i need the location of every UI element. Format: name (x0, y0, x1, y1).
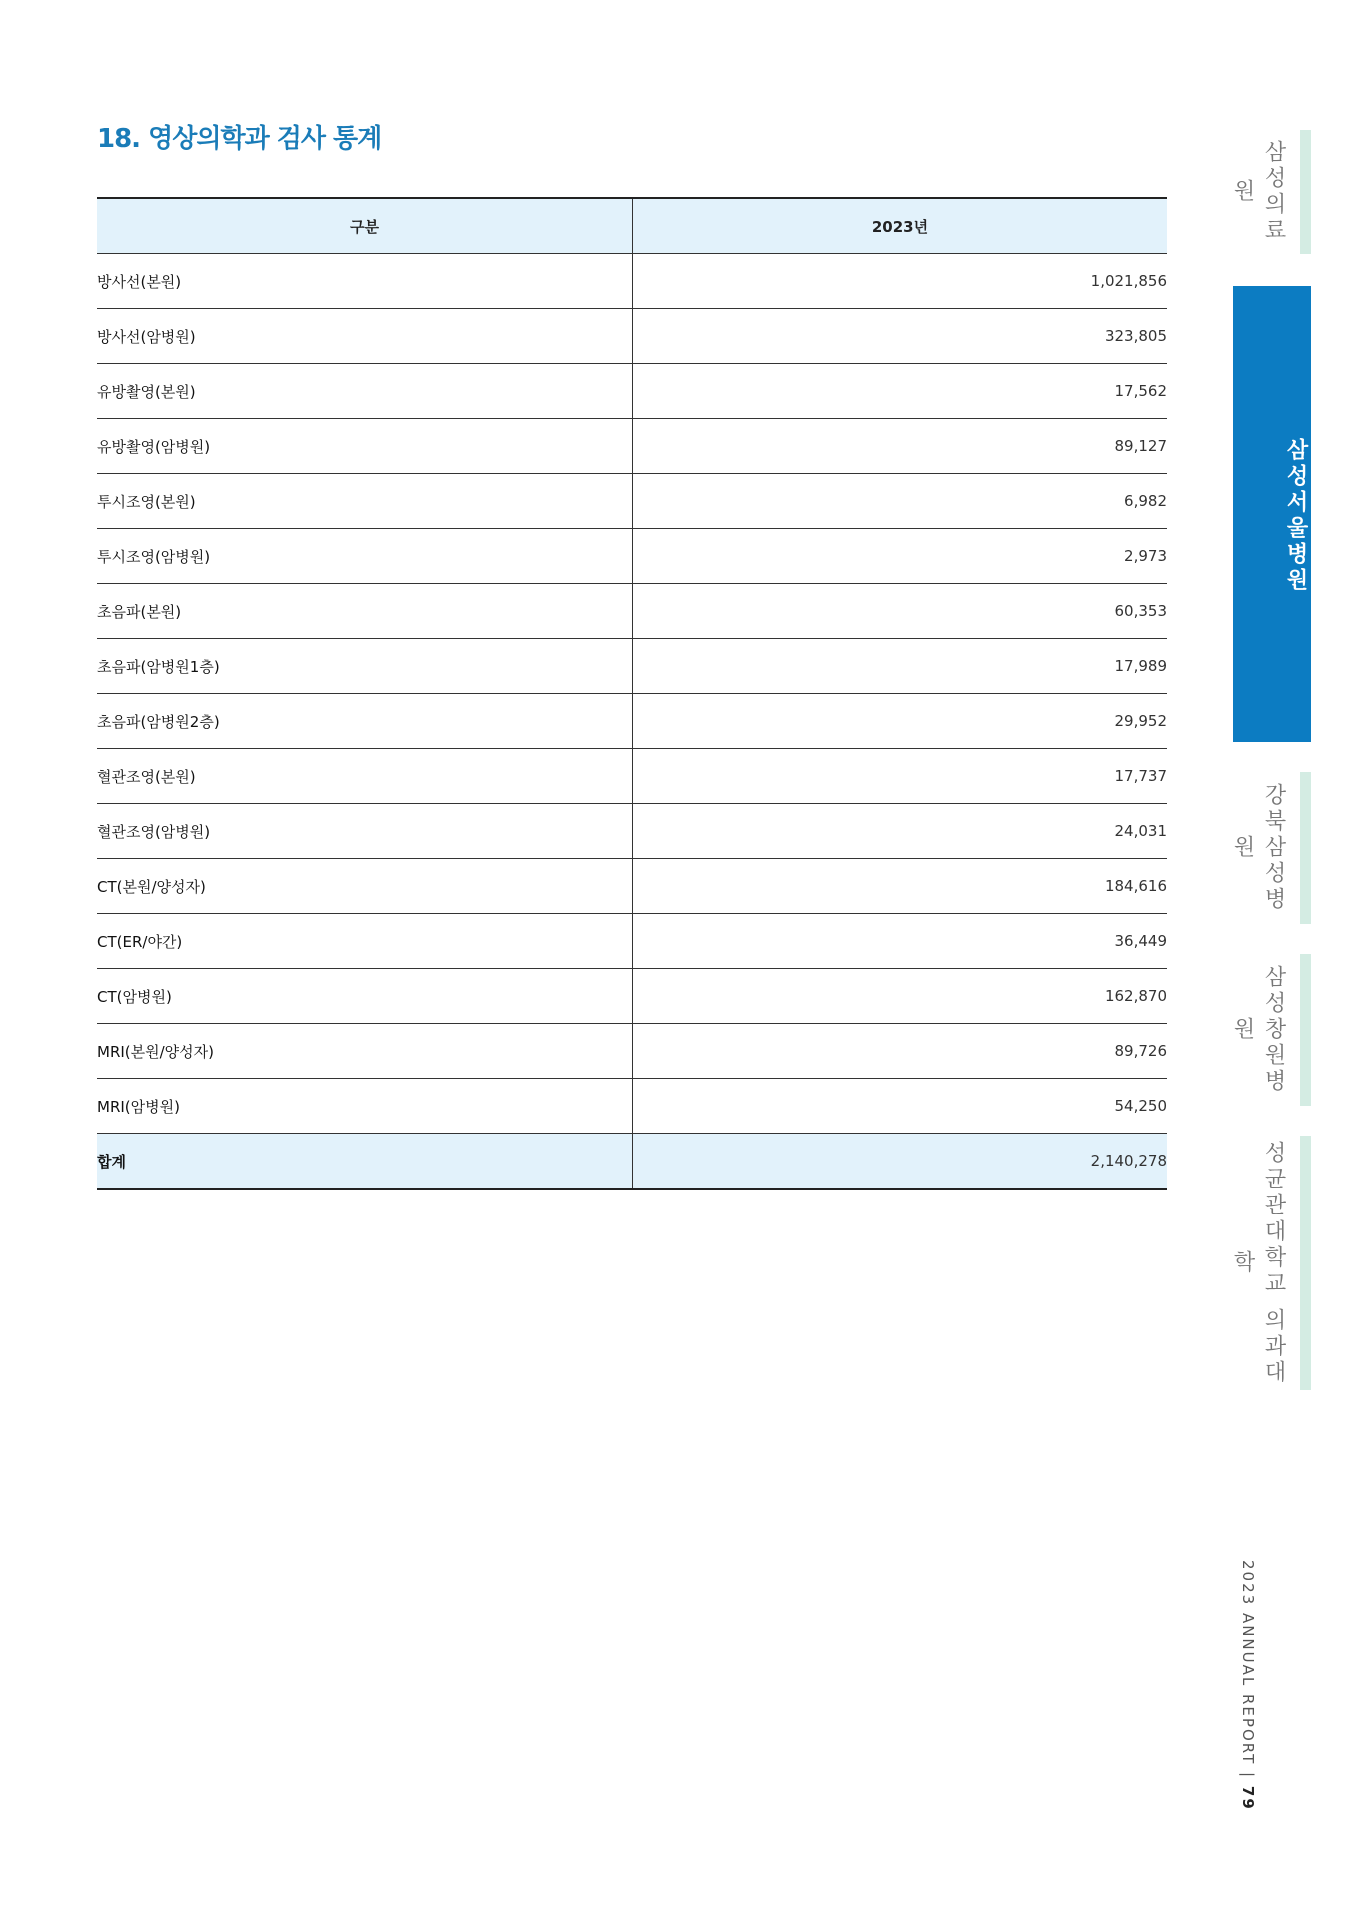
row-label: 방사선(본원) (97, 254, 633, 309)
row-label: 투시조영(본원) (97, 474, 633, 529)
sidebar-tab-label: 삼성의료원 (1230, 140, 1286, 244)
row-label: MRI(본원/양성자) (97, 1024, 633, 1079)
sidebar-tab-samsung-changwon-hospital[interactable] (1230, 954, 1311, 1106)
table-row (97, 969, 1167, 1024)
row-label: 투시조영(암병원) (97, 529, 633, 584)
sidebar-tab-label: 삼성서울병원 (1283, 438, 1308, 594)
row-label: 방사선(암병원) (97, 309, 633, 364)
statistics-table (97, 197, 1167, 1190)
footer-report-label (1239, 1560, 1257, 1811)
table-row (97, 914, 1167, 969)
row-label: CT(암병원) (97, 969, 633, 1024)
row-label: 초음파(암병원1층) (97, 639, 633, 694)
table-row (97, 1079, 1167, 1134)
table-row (97, 859, 1167, 914)
row-label: 혈관조영(본원) (97, 749, 633, 804)
sidebar-tab-bar (1300, 772, 1311, 924)
page-number: 79 (1239, 1785, 1257, 1811)
row-value: 36,449 (633, 914, 1168, 969)
sidebar-tab-skku-medicine[interactable] (1230, 1136, 1311, 1390)
row-label: MRI(암병원) (97, 1079, 633, 1134)
row-value: 323,805 (633, 309, 1168, 364)
row-value: 89,127 (633, 419, 1168, 474)
row-label: 초음파(암병원2층) (97, 694, 633, 749)
table-row (97, 749, 1167, 804)
row-value: 6,982 (633, 474, 1168, 529)
table-row (97, 804, 1167, 859)
row-label: 혈관조영(암병원) (97, 804, 633, 859)
sidebar-tab-label: 삼성창원병원 (1230, 965, 1286, 1095)
table-row (97, 639, 1167, 694)
row-value: 54,250 (633, 1079, 1168, 1134)
row-value: 17,562 (633, 364, 1168, 419)
row-label: 초음파(본원) (97, 584, 633, 639)
table-row (97, 474, 1167, 529)
row-label: 유방촬영(본원) (97, 364, 633, 419)
row-value: 184,616 (633, 859, 1168, 914)
sidebar-tab-label: 강북삼성병원 (1230, 783, 1286, 913)
page-title: 18. 영상의학과 검사 통계 (97, 124, 382, 154)
row-value: 2,973 (633, 529, 1168, 584)
row-label: CT(ER/야간) (97, 914, 633, 969)
row-value: 17,737 (633, 749, 1168, 804)
column-header: 2023년 (633, 198, 1168, 254)
row-value: 29,952 (633, 694, 1168, 749)
footer-separator: | (1239, 1772, 1257, 1780)
row-value: 162,870 (633, 969, 1168, 1024)
table-header-row (97, 198, 1167, 254)
sidebar-tab-samsung-seoul-hospital[interactable] (1233, 286, 1311, 742)
sidebar-tab-label: 성균관대학교 의과대학 (1230, 1140, 1286, 1386)
sidebar-tab-bar (1300, 1136, 1311, 1390)
report-title: 2023 ANNUAL REPORT (1239, 1560, 1257, 1766)
row-value: 24,031 (633, 804, 1168, 859)
table-row (97, 529, 1167, 584)
sidebar-tab-samsung-medical-center[interactable] (1230, 130, 1311, 254)
table-row (97, 364, 1167, 419)
row-label: 유방촬영(암병원) (97, 419, 633, 474)
sidebar-tab-kangbuk-samsung-hospital[interactable] (1230, 772, 1311, 924)
table-row (97, 254, 1167, 309)
row-value: 60,353 (633, 584, 1168, 639)
table-row (97, 419, 1167, 474)
table-row (97, 694, 1167, 749)
column-header: 구분 (97, 198, 633, 254)
total-label: 합계 (97, 1134, 633, 1190)
row-value: 1,021,856 (633, 254, 1168, 309)
table-row (97, 309, 1167, 364)
sidebar-tab-bar (1300, 130, 1311, 254)
total-row (97, 1134, 1167, 1190)
table-row (97, 584, 1167, 639)
sidebar-tab-bar (1300, 954, 1311, 1106)
row-label: CT(본원/양성자) (97, 859, 633, 914)
table-row (97, 1024, 1167, 1079)
row-value: 89,726 (633, 1024, 1168, 1079)
total-value: 2,140,278 (633, 1134, 1168, 1190)
row-value: 17,989 (633, 639, 1168, 694)
